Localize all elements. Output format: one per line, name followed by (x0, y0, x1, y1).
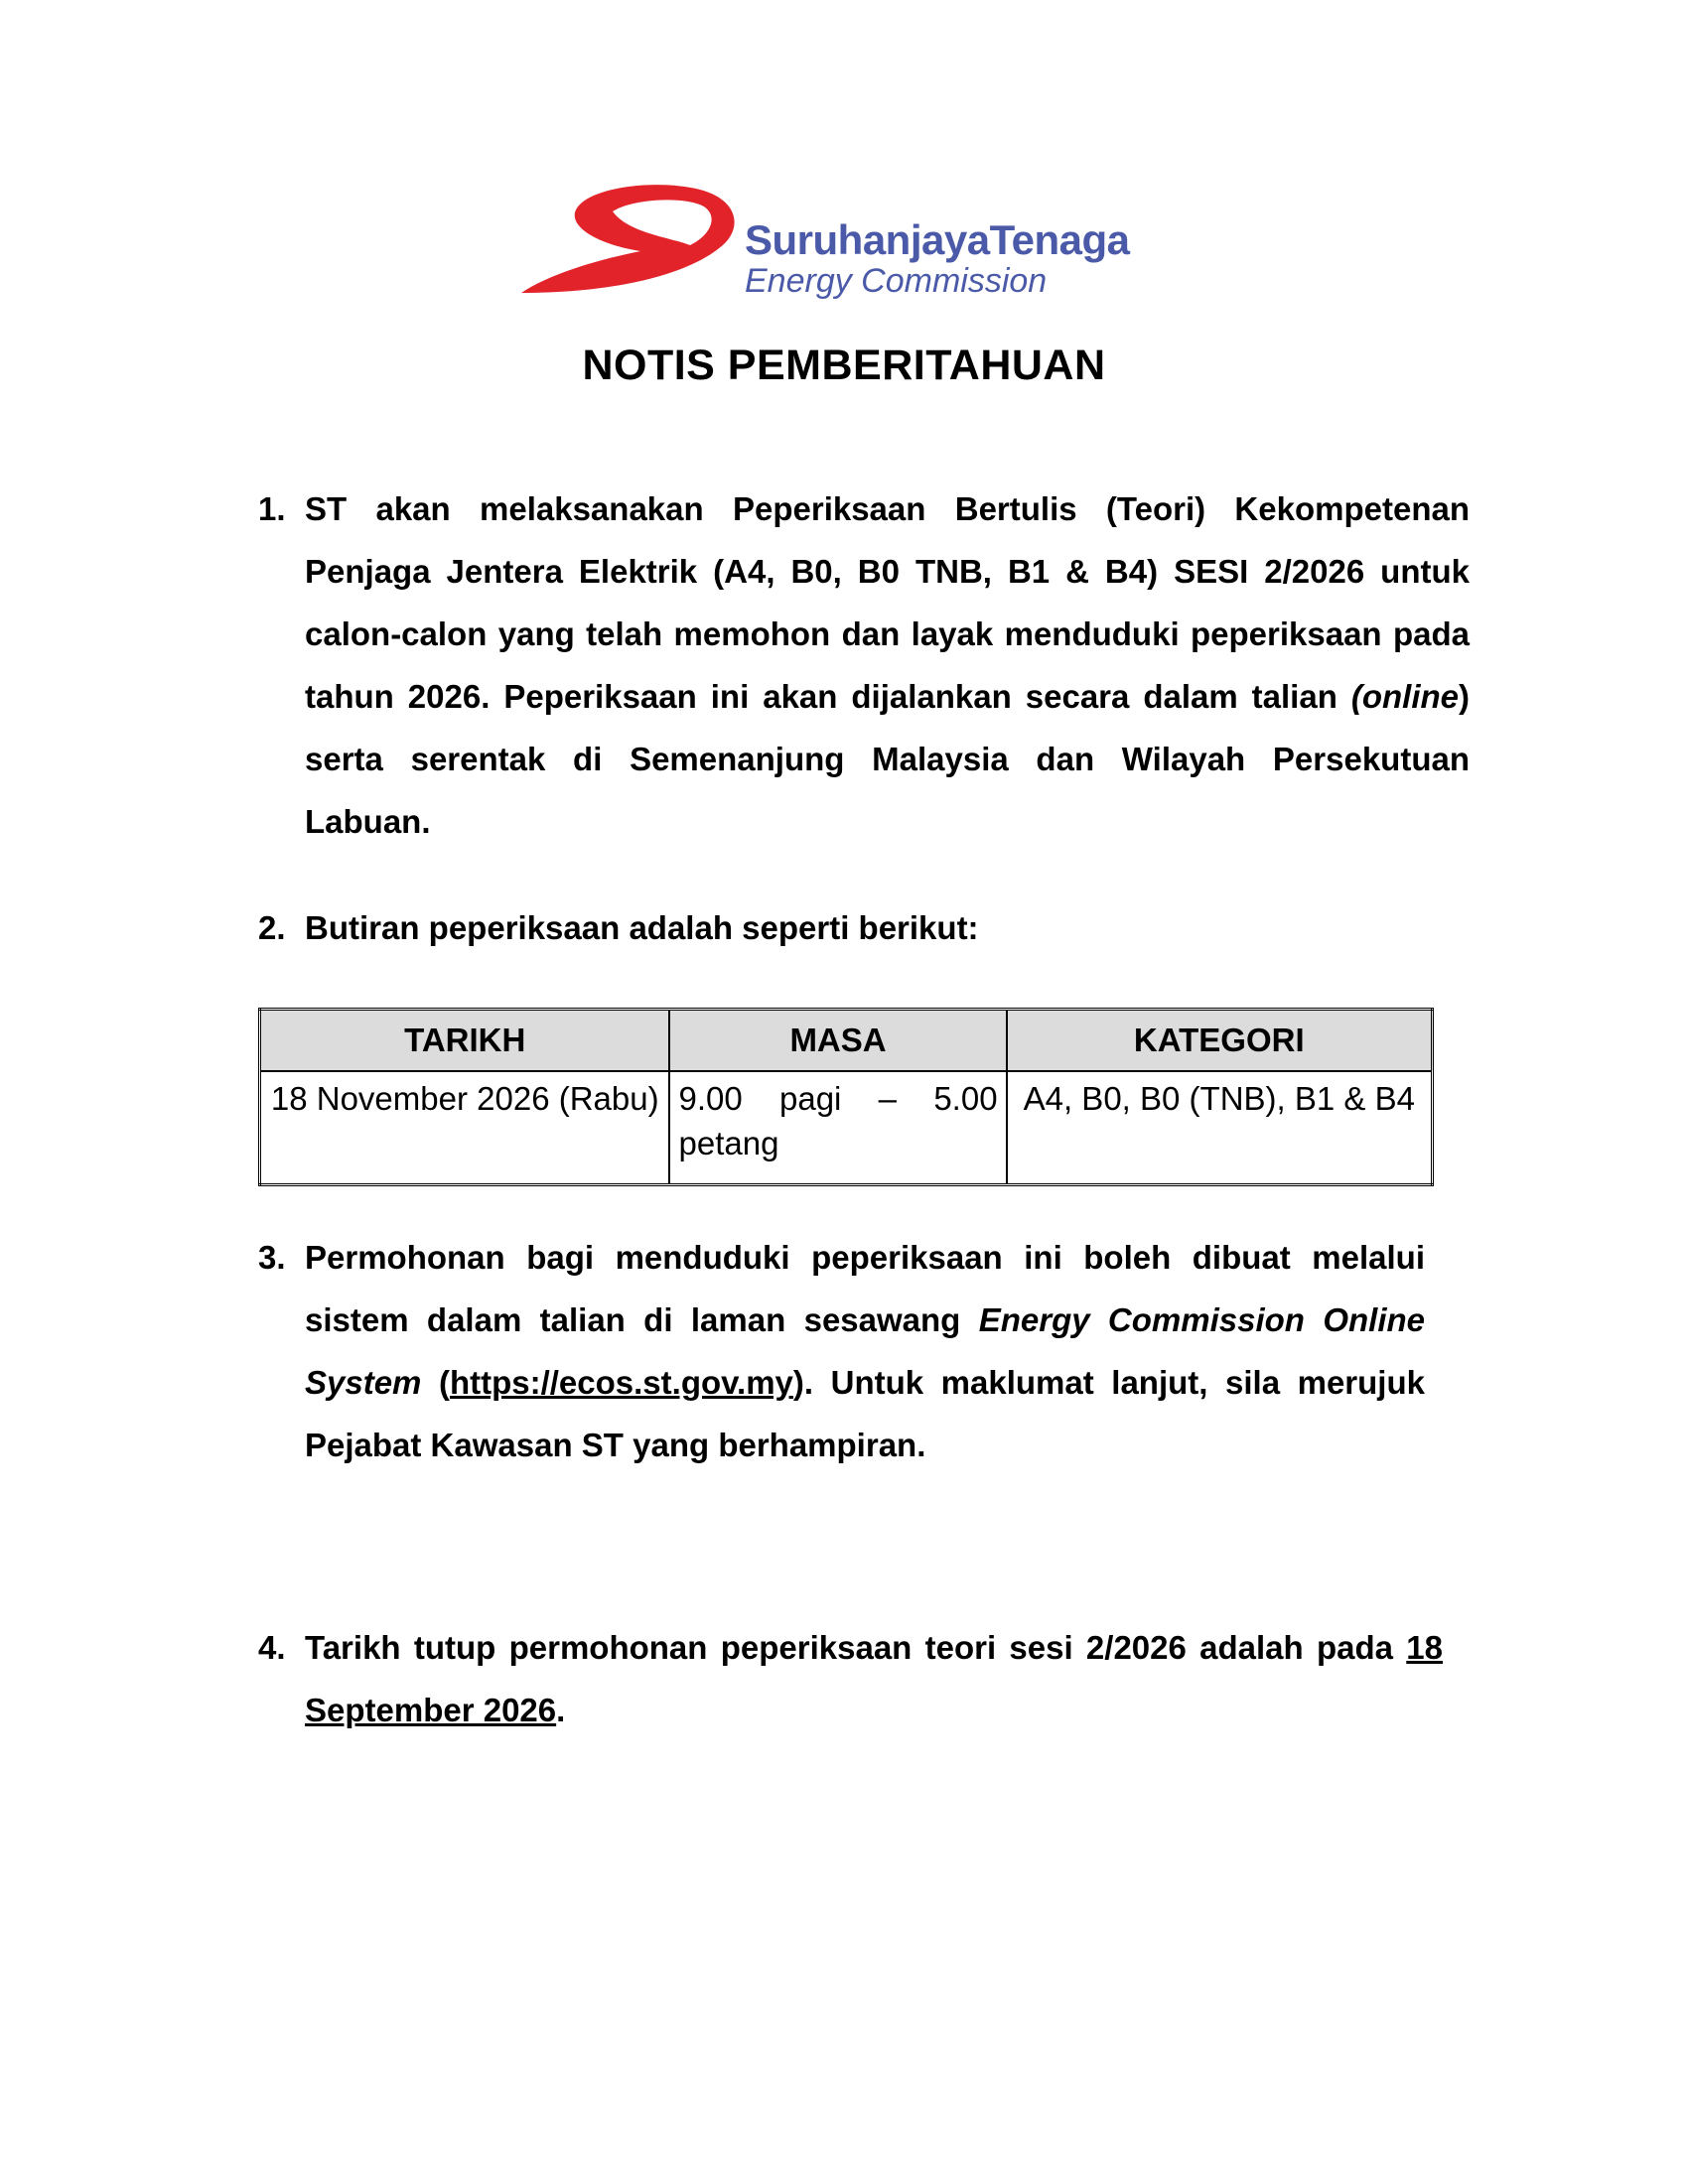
table-header-masa: MASA (669, 1010, 1006, 1072)
logo-subtitle: Energy Commission (745, 262, 1048, 300)
item-number: 4. (258, 1629, 286, 1666)
table-header-tarikh: TARIKH (260, 1010, 670, 1072)
logo-name: SuruhanjayaTenaga (745, 216, 1130, 263)
item-number: 1. (258, 490, 286, 527)
table-cell-time: 9.00 pagi – 5.00 petang (669, 1071, 1006, 1185)
item-text-part: ST akan melaksanakan Peperiksaan Bertulis (Teori) Kekompetenan Penjaga Jentera Elektrik (A4, B0, B0 TNB, B1 & B4) SESI 2/2026 untuk calon-calon yang telah memohon dan layak menduduki peperiksaan pada tahun 2026. Peperiksaan ini akan dijalankan secara dalam talian (305, 490, 1470, 715)
item-text (305, 1616, 1443, 1741)
table-cell-category: A4, B0, B0 (TNB), B1 & B4 (1007, 1071, 1433, 1185)
item-number: 2. (258, 909, 286, 946)
item-text-part: . (556, 1692, 566, 1728)
closing-date: 18 September 2026 (305, 1629, 1443, 1728)
item-text: Butiran peperiksaan adalah seperti berikut: (305, 909, 979, 946)
item-text-part: Permohonan bagi menduduki peperiksaan ini boleh dibuat melalui sistem dalam talian di laman sesawang (305, 1239, 1425, 1338)
item-text-part: ) serta serentak di Semenanjung Malaysia dan Wilayah Persekutuan Labuan. (305, 678, 1470, 840)
item-text-italic: (online (1350, 678, 1459, 715)
table-row (260, 1071, 1433, 1185)
exam-details-table (258, 1008, 1434, 1186)
item-number: 3. (258, 1239, 286, 1276)
item-text (305, 478, 1470, 853)
page-title: NOTIS PEMBERITAHUAN (582, 341, 1106, 389)
item-text-part: Tarikh tutup permohonan peperiksaan teori sesi 2/2026 adalah pada (305, 1629, 1407, 1666)
energy-commission-logo (521, 182, 1167, 311)
item-text (305, 1226, 1425, 1476)
table-cell-date: 18 November 2026 (Rabu) (260, 1071, 670, 1185)
swoosh-logo-icon (521, 182, 750, 311)
item-text-part: ( (421, 1364, 450, 1401)
table-header-row (260, 1010, 1433, 1072)
table-header-kategori: KATEGORI (1007, 1010, 1433, 1072)
item-text-part: ). Untuk maklumat lanjut, sila merujuk Pejabat Kawasan ST yang berhampiran. (305, 1364, 1425, 1463)
ecos-link[interactable]: https://ecos.st.gov.my (449, 1364, 793, 1401)
item-text-italic: Energy Commission Online System (305, 1301, 1425, 1401)
